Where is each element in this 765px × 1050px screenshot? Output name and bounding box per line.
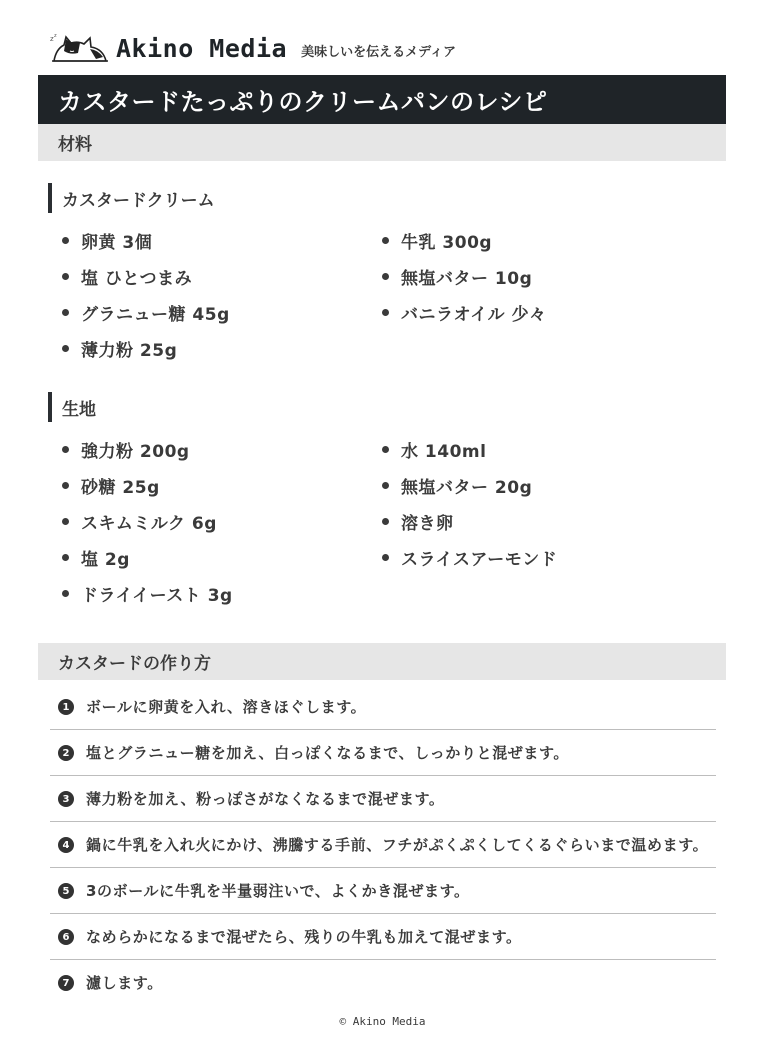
step-text: 濾します。	[86, 974, 163, 992]
bullet-dot-icon	[382, 518, 389, 525]
dough-ingredients	[62, 437, 702, 605]
list-item	[62, 581, 382, 605]
list-item	[382, 437, 702, 461]
list-item	[62, 545, 382, 569]
brand-tagline: 美味しいを伝えるメディア	[301, 44, 457, 60]
step-item	[50, 868, 716, 914]
bullet-dot-icon	[62, 590, 69, 597]
site-header	[48, 30, 456, 66]
step-text: ボールに卵黄を入れ、溶きほぐします。	[86, 698, 367, 716]
custard-cream-heading: カスタードクリーム	[48, 183, 215, 213]
bullet-dot-icon	[62, 482, 69, 489]
svg-text:z: z	[50, 35, 54, 43]
dough-heading: 生地	[48, 392, 96, 422]
list-item	[382, 545, 702, 569]
ingredients-heading: 材料	[38, 124, 726, 161]
bullet-dot-icon	[62, 554, 69, 561]
bullet-dot-icon	[62, 309, 69, 316]
bullet-dot-icon	[382, 237, 389, 244]
list-item	[62, 509, 382, 533]
ingredient-label: スライスアーモンド	[401, 549, 558, 570]
footer-copyright: © Akino Media	[339, 1015, 426, 1028]
ingredient-label: 無塩バター 20g	[401, 477, 533, 498]
custard-cream-ingredients	[62, 228, 702, 360]
numbered-circle-icon: 4	[58, 837, 74, 853]
list-item	[62, 228, 382, 252]
ingredient-label: ドライイースト 3g	[81, 585, 233, 606]
bullet-dot-icon	[62, 237, 69, 244]
step-item	[50, 684, 716, 730]
method-steps	[50, 684, 716, 1005]
list-item	[382, 228, 702, 252]
ingredient-label: 塩 2g	[81, 549, 130, 570]
cat-logo-icon[interactable]	[48, 31, 110, 65]
bullet-dot-icon	[382, 273, 389, 280]
bullet-dot-icon	[62, 518, 69, 525]
step-item	[50, 776, 716, 822]
ingredient-label: 無塩バター 10g	[401, 268, 533, 289]
svg-text:z: z	[54, 33, 57, 39]
numbered-circle-icon: 5	[58, 883, 74, 899]
ingredient-label: 塩 ひとつまみ	[81, 268, 193, 289]
ingredient-label: 卵黄 3個	[81, 232, 153, 253]
step-item	[50, 960, 716, 1005]
list-item	[382, 264, 702, 288]
list-item	[62, 264, 382, 288]
method-heading: カスタードの作り方	[38, 643, 726, 680]
list-item	[62, 300, 382, 324]
step-item	[50, 822, 716, 868]
numbered-circle-icon: 1	[58, 699, 74, 715]
ingredient-label: 水 140ml	[401, 441, 487, 462]
list-item	[382, 509, 702, 533]
bullet-dot-icon	[62, 273, 69, 280]
step-text: 鍋に牛乳を入れ火にかけ、沸騰する手前、フチがぷくぷくしてくるぐらいまで温めます。	[86, 836, 709, 854]
numbered-circle-icon: 2	[58, 745, 74, 761]
numbered-circle-icon: 6	[58, 929, 74, 945]
bullet-dot-icon	[62, 446, 69, 453]
ingredient-label: 砂糖 25g	[81, 477, 160, 498]
step-text: なめらかになるまで混ぜたら、残りの牛乳も加えて混ぜます。	[86, 928, 522, 946]
numbered-circle-icon: 3	[58, 791, 74, 807]
list-item	[62, 473, 382, 497]
page-title: カスタードたっぷりのクリームパンのレシピ	[38, 75, 726, 124]
numbered-circle-icon: 7	[58, 975, 74, 991]
bullet-dot-icon	[62, 345, 69, 352]
list-item	[382, 300, 702, 324]
bullet-dot-icon	[382, 482, 389, 489]
bullet-dot-icon	[382, 554, 389, 561]
ingredient-label: スキムミルク 6g	[81, 513, 217, 534]
list-item	[62, 437, 382, 461]
list-item	[382, 473, 702, 497]
ingredient-label: グラニュー糖 45g	[81, 304, 230, 325]
ingredient-label: 強力粉 200g	[81, 441, 190, 462]
step-item	[50, 730, 716, 776]
step-text: 塩とグラニュー糖を加え、白っぽくなるまで、しっかりと混ぜます。	[86, 744, 570, 762]
ingredient-label: 牛乳 300g	[401, 232, 493, 253]
ingredient-label: 薄力粉 25g	[81, 340, 178, 361]
brand-name[interactable]: Akino Media	[116, 33, 288, 63]
bullet-dot-icon	[382, 309, 389, 316]
step-text: 3のボールに牛乳を半量弱注いで、よくかき混ぜます。	[86, 882, 470, 900]
step-text: 薄力粉を加え、粉っぽさがなくなるまで混ぜます。	[86, 790, 445, 808]
ingredient-label: バニラオイル 少々	[401, 304, 547, 325]
step-item	[50, 914, 716, 960]
ingredient-label: 溶き卵	[401, 513, 454, 534]
bullet-dot-icon	[382, 446, 389, 453]
list-item	[62, 336, 382, 360]
